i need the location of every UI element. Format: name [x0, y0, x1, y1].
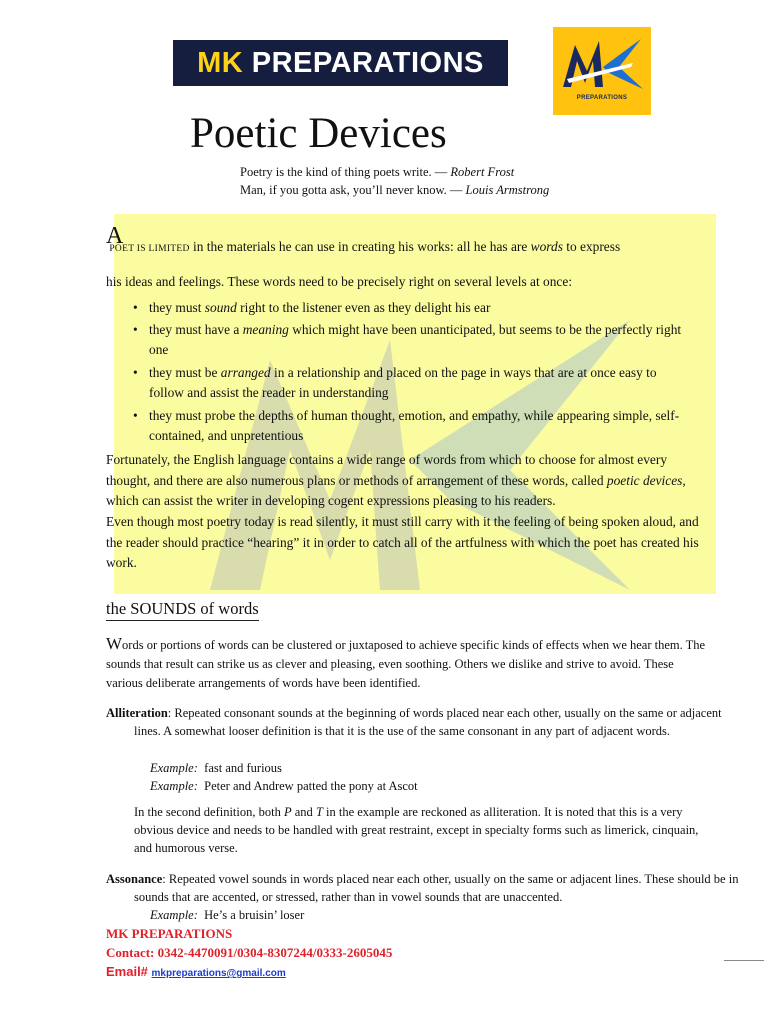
brand-prefix: MK: [197, 47, 244, 79]
assonance-definition: [106, 870, 744, 906]
bullet-emphasis: meaning: [242, 322, 289, 337]
list-item: [133, 363, 689, 403]
bullet-text-end: right to the listener even as they delight his ear: [236, 300, 491, 315]
brand-suffix: PREPARATIONS: [243, 47, 484, 79]
note-letter-t: T: [315, 805, 323, 819]
list-item: [133, 298, 689, 318]
intro-line-2: his ideas and feelings. These words need to be precisely right on several levels at once:: [106, 274, 573, 289]
bullet-icon: •: [133, 300, 138, 315]
bullet-text-end: in a relationship and placed on the page in ways that are at once easy to follow and assist the reader in understanding: [149, 365, 657, 400]
bullet-icon: •: [133, 408, 138, 423]
intro-text: in the materials he can use in creating his works: all he has are: [189, 239, 531, 254]
intro-emphasis: words: [530, 239, 563, 254]
epigraph-author: Louis Armstrong: [465, 183, 550, 197]
example-label: Example:: [150, 908, 198, 922]
paragraph-text: ords or portions of words can be clustered or juxtaposed to achieve specific kinds of effects when we hear them. The sounds that result can strike us as clever and pleasing, even soothing. Others we dislike and strive to avoid. These various deliberate arrangements of words have been identified.: [106, 638, 706, 690]
paragraph-words: [106, 634, 710, 693]
note-text-end: in the example are reckoned as alliteration. It is noted that this is a very obvious device and needs to be handled with great restraint, except in specialty forms such as limerick, cinquain, and humorous verse.: [134, 805, 699, 855]
term-label: Alliteration: [106, 706, 168, 720]
example-label: Example:: [150, 761, 198, 775]
bullet-text-end: which might have been unanticipated, but seems to be the perfectly right one: [149, 322, 682, 357]
bullet-icon: •: [133, 322, 138, 337]
example-line: [150, 759, 282, 777]
footer-company: MK PREPARATIONS: [106, 926, 233, 941]
bullet-icon: •: [133, 365, 138, 380]
page-title: Poetic Devices: [190, 110, 447, 157]
example-line: [150, 906, 304, 924]
bullet-text: they must probe the depths of human thought, emotion, and empathy, while appearing simple, self-contained, and unpretentious: [149, 408, 680, 443]
paragraph-text: Fortunately, the English language contains a wide range of words from which to choose for almost every thought, and there are also numerous plans or methods of arrangement of these words, called: [106, 452, 668, 488]
epigraph-1: [240, 163, 514, 181]
footer-email: [106, 964, 286, 979]
epigraph-2: [240, 181, 549, 199]
list-item: [133, 406, 689, 446]
logo-caption: PREPARATIONS: [576, 95, 628, 101]
brand-logo: [553, 27, 651, 115]
intro-text-end: to express: [562, 239, 621, 254]
paragraph-emphasis: poetic devices: [606, 472, 683, 488]
drop-cap: A: [106, 223, 124, 249]
bullet-emphasis: sound: [204, 300, 237, 315]
first-letter: W: [106, 634, 123, 653]
footer-contact: Contact: 0342-4470091/0304-8307244/0333-2605045: [106, 945, 393, 960]
definition-text: : Repeated vowel sounds in words placed near each other, usually on the same or adjacent lines. These should be in sounds that are accented, or stressed, rather than in vowel sounds that are unaccented.: [134, 872, 739, 904]
intro-line-1: [106, 223, 706, 254]
note-letter-p: P: [283, 805, 292, 819]
alliteration-definition: [106, 704, 734, 740]
email-label: Email#: [106, 964, 152, 979]
section-heading: the SOUNDS of words: [106, 598, 259, 621]
epigraph-author: Robert Frost: [450, 165, 515, 179]
bullet-emphasis: arranged: [220, 365, 271, 380]
page-rule: [724, 960, 764, 961]
brand-banner: [173, 40, 508, 86]
example-text: Peter and Andrew patted the pony at Ascot: [204, 779, 418, 793]
bullet-text: they must be: [149, 365, 221, 380]
list-item: [133, 320, 689, 360]
intro-line-1-text: [109, 239, 620, 254]
definition-text: : Repeated consonant sounds at the beginning of words placed near each other, usually on the same or adjacent lines. A somewhat looser definition is that it is the use of the same consonant in any part of adjacent words.: [134, 706, 722, 738]
example-text: He’s a bruisin’ loser: [204, 908, 305, 922]
email-link[interactable]: mkpreparations@gmail.com: [151, 968, 286, 979]
bullet-text: they must have a: [149, 322, 243, 337]
epigraph-text: Poetry is the kind of thing poets write. —: [240, 165, 451, 179]
bullet-text: they must: [149, 300, 205, 315]
term-label: Assonance: [106, 872, 163, 886]
epigraph-text: Man, if you gotta ask, you’ll never know. —: [240, 183, 466, 197]
note-text-and: and: [291, 805, 316, 819]
mk-logo-icon: [553, 27, 651, 115]
example-text: fast and furious: [204, 761, 282, 775]
alliteration-note: [134, 803, 704, 857]
example-label: Example:: [150, 779, 198, 793]
paragraph-text-end: , which can assist the writer in developing cogent expressions pleasing to his readers.: [106, 472, 686, 508]
note-text: In the second definition, both: [134, 805, 284, 819]
paragraph-even-though: Even though most poetry today is read silently, it must still carry with it the feeling of being spoken aloud, and the reader should practice “hearing” it in order to catch all of the artfulness with which the poet has created his work.: [106, 514, 699, 570]
example-line: [150, 777, 418, 795]
paragraph-fortunately: [106, 450, 710, 512]
intro-smallcaps: POET IS LIMITED: [109, 244, 190, 254]
